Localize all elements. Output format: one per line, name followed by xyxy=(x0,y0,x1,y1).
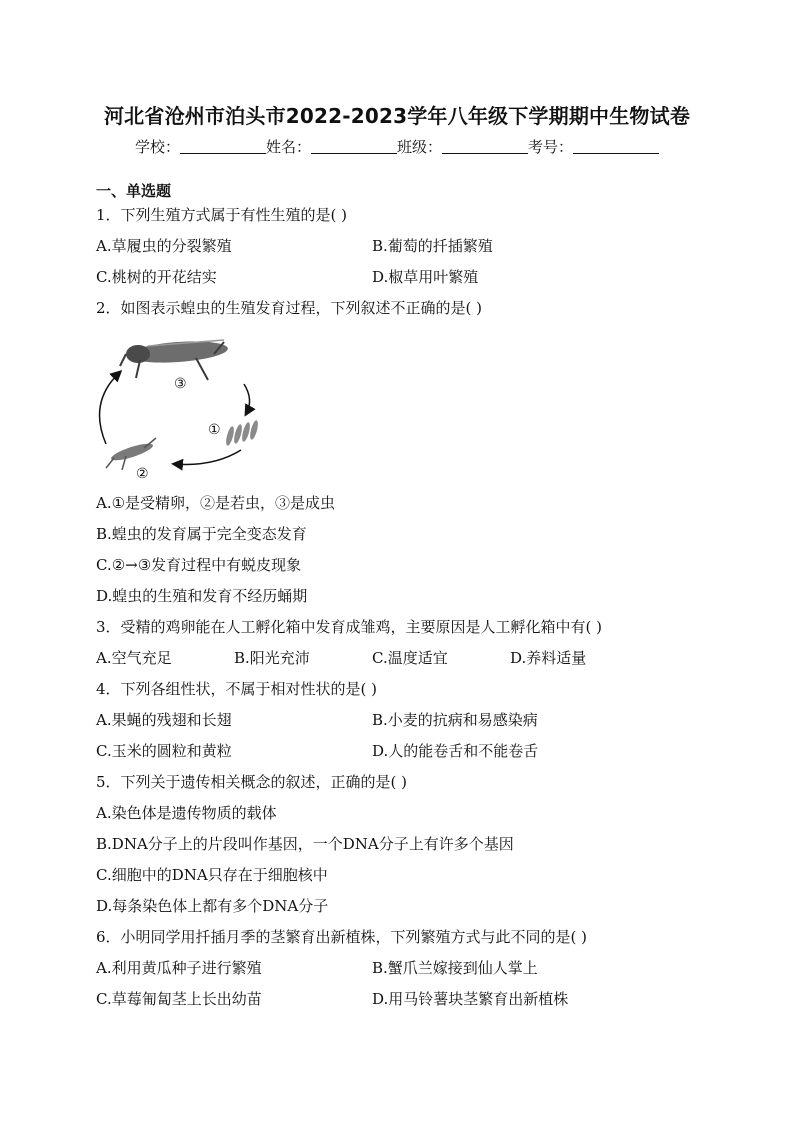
stage-1-label: ① xyxy=(208,422,221,438)
question-4-option-d: D.人的能卷舌和不能卷舌 xyxy=(372,742,539,760)
question-3-option-b: B.阳光充沛 xyxy=(234,649,310,667)
school-label: 学校： xyxy=(134,138,180,156)
question-3-option-d: D.养料适量 xyxy=(510,649,587,667)
class-label: 班级： xyxy=(397,138,443,156)
question-2-option-c: C.②→③发育过程中有蜕皮现象 xyxy=(96,556,302,574)
eggs-icon xyxy=(225,420,260,447)
school-blank[interactable] xyxy=(180,139,266,154)
question-6-option-a: A.利用黄瓜种子进行繁殖 xyxy=(96,959,262,977)
question-5-option-b: B.DNA分子上的片段叫作基因，一个DNA分子上有许多个基因 xyxy=(96,835,514,853)
question-1-option-b: B.葡萄的扦插繁殖 xyxy=(372,237,493,255)
question-3-option-c: C.温度适宜 xyxy=(372,649,448,667)
question-1-option-a: A.草履虫的分裂繁殖 xyxy=(96,237,232,255)
number-label: 考号： xyxy=(528,138,574,156)
question-4-option-a: A.果蝇的残翅和长翅 xyxy=(96,711,232,729)
stage-3-label: ③ xyxy=(174,376,187,392)
question-6-option-c: C.草莓匍匐茎上长出幼苗 xyxy=(96,990,262,1008)
question-1-option-c: C.桃树的开花结实 xyxy=(96,268,217,286)
question-2-option-a: A.①是受精卵，②是若虫，③是成虫 xyxy=(96,494,336,512)
question-5-option-a: A.染色体是遗传物质的载体 xyxy=(96,804,277,822)
question-5-option-d: D.每条染色体上都有多个DNA分子 xyxy=(96,897,329,915)
adult-locust-icon xyxy=(120,339,229,380)
number-blank[interactable] xyxy=(573,139,659,154)
question-4-option-b: B.小麦的抗病和易感染病 xyxy=(372,711,538,729)
section-heading: 一、单选题 xyxy=(96,182,172,200)
name-label: 姓名： xyxy=(265,138,311,156)
locust-life-cycle-figure xyxy=(96,332,276,482)
question-2-option-b: B.蝗虫的发育属于完全变态发育 xyxy=(96,525,307,543)
question-4-stem: 4．下列各组性状，不属于相对性状的是( ) xyxy=(96,680,378,698)
question-2-stem: 2．如图表示蝗虫的生殖发育过程，下列叙述不正确的是( ) xyxy=(96,299,483,317)
name-blank[interactable] xyxy=(311,139,397,154)
class-blank[interactable] xyxy=(442,139,528,154)
question-3-stem: 3．受精的鸡卵能在人工孵化箱中发育成雏鸡，主要原因是人工孵化箱中有( ) xyxy=(96,618,603,636)
question-2-option-d: D.蝗虫的生殖和发育不经历蛹期 xyxy=(96,587,308,605)
question-6-stem: 6．小明同学用扦插月季的茎繁育出新植株，下列繁殖方式与此不同的是( ) xyxy=(96,928,588,946)
question-3-option-a: A.空气充足 xyxy=(96,649,172,667)
question-1-option-d: D.椒草用叶繁殖 xyxy=(372,268,479,286)
question-6-option-b: B.蟹爪兰嫁接到仙人掌上 xyxy=(372,959,538,977)
question-5-option-c: C.细胞中的DNA只存在于细胞核中 xyxy=(96,866,328,884)
stage-2-label: ② xyxy=(136,466,149,482)
question-6-option-d: D.用马铃薯块茎繁育出新植株 xyxy=(372,990,569,1008)
question-4-option-c: C.玉米的圆粒和黄粒 xyxy=(96,742,232,760)
question-5-stem: 5．下列关于遗传相关概念的叙述，正确的是( ) xyxy=(96,773,408,791)
student-info-line xyxy=(0,136,794,157)
question-1-stem: 1．下列生殖方式属于有性生殖的是( ) xyxy=(96,206,348,224)
page-title: 河北省沧州市泊头市2022-2023学年八年级下学期期中生物试卷 xyxy=(103,104,691,128)
